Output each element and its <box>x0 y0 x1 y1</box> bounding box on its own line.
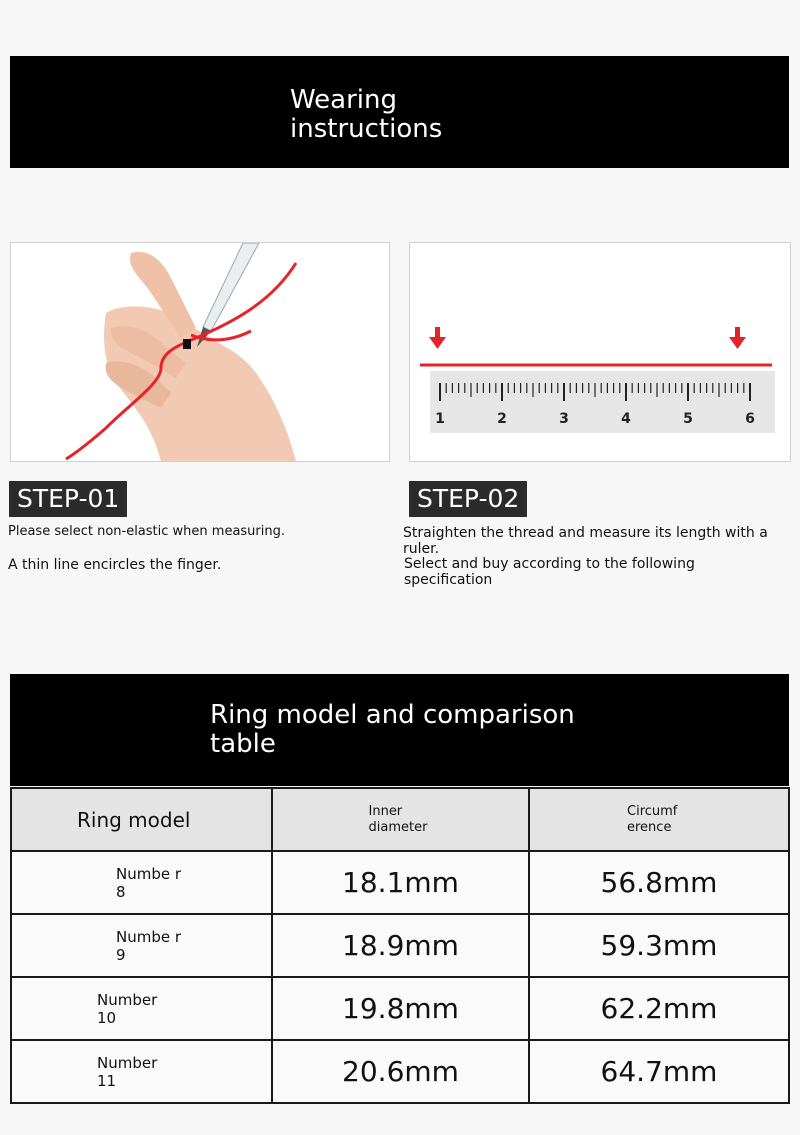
circ-value: 64.7mm <box>600 1055 718 1088</box>
title-line: Wearing <box>290 85 398 115</box>
model-label: Number 11 <box>97 1053 158 1090</box>
model-cell <box>11 977 272 1040</box>
header-ring-model <box>11 788 272 851</box>
title-line: Ring model and comparison <box>210 700 575 730</box>
step-02-badge: STEP-02 <box>409 481 527 517</box>
table-row <box>11 914 789 977</box>
circ-value: 56.8mm <box>600 866 718 899</box>
step-02-note-straighten: Straighten the thread and measure its length with a ruler. <box>403 525 768 557</box>
model-cell <box>11 851 272 914</box>
hand-thread-illustration <box>11 243 389 461</box>
ruler-tick-label: 6 <box>745 411 755 427</box>
title-line: instructions <box>290 114 443 144</box>
model-label: Number 10 <box>97 990 158 1027</box>
inner-value: 19.8mm <box>342 992 459 1025</box>
inner-cell <box>272 914 529 977</box>
ruler-tick-label: 4 <box>621 411 631 427</box>
ring-comparison-banner <box>10 674 789 786</box>
wearing-instructions-title <box>290 86 442 144</box>
ruler-tick-label: 5 <box>683 411 693 427</box>
inner-value: 18.9mm <box>342 929 459 962</box>
inner-cell <box>272 851 529 914</box>
ruler-illustration <box>410 243 790 461</box>
inner-cell <box>272 1040 529 1103</box>
ring-comparison-title <box>210 701 575 759</box>
table-row <box>11 977 789 1040</box>
table-row <box>11 1040 789 1103</box>
step-01-note-elastic: Please select non-elastic when measuring. <box>8 524 285 539</box>
step-01-badge: STEP-01 <box>9 481 127 517</box>
circ-value: 62.2mm <box>600 992 718 1025</box>
ruler-measuring-photo <box>409 242 791 462</box>
model-label: Numbe r 8 <box>116 864 182 901</box>
wearing-instructions-banner <box>10 56 789 168</box>
step-02-note-select: Select and buy according to the following specification <box>404 556 695 588</box>
circ-value: 59.3mm <box>600 929 718 962</box>
ruler-tick-label: 1 <box>435 411 445 427</box>
inner-cell <box>272 977 529 1040</box>
inner-value: 20.6mm <box>342 1055 459 1088</box>
title-line: table <box>210 729 276 759</box>
ring-size-table <box>10 787 790 1104</box>
table-header-row <box>11 788 789 851</box>
model-cell <box>11 1040 272 1103</box>
header-inner-diameter <box>272 788 529 851</box>
step-01-note-encircle: A thin line encircles the finger. <box>8 557 222 573</box>
ruler-tick-label: 2 <box>497 411 507 427</box>
model-label: Numbe r 9 <box>116 927 182 964</box>
circ-cell <box>529 851 789 914</box>
circ-cell <box>529 914 789 977</box>
circ-cell <box>529 1040 789 1103</box>
ruler-tick-label: 3 <box>559 411 569 427</box>
header-circumference <box>529 788 789 851</box>
header-label: Inner diameter <box>368 803 428 835</box>
header-label: Ring model <box>77 807 191 832</box>
table-row <box>11 851 789 914</box>
inner-value: 18.1mm <box>342 866 459 899</box>
finger-measuring-photo <box>10 242 390 462</box>
circ-cell <box>529 977 789 1040</box>
header-label: Circumf erence <box>627 803 678 835</box>
model-cell <box>11 914 272 977</box>
